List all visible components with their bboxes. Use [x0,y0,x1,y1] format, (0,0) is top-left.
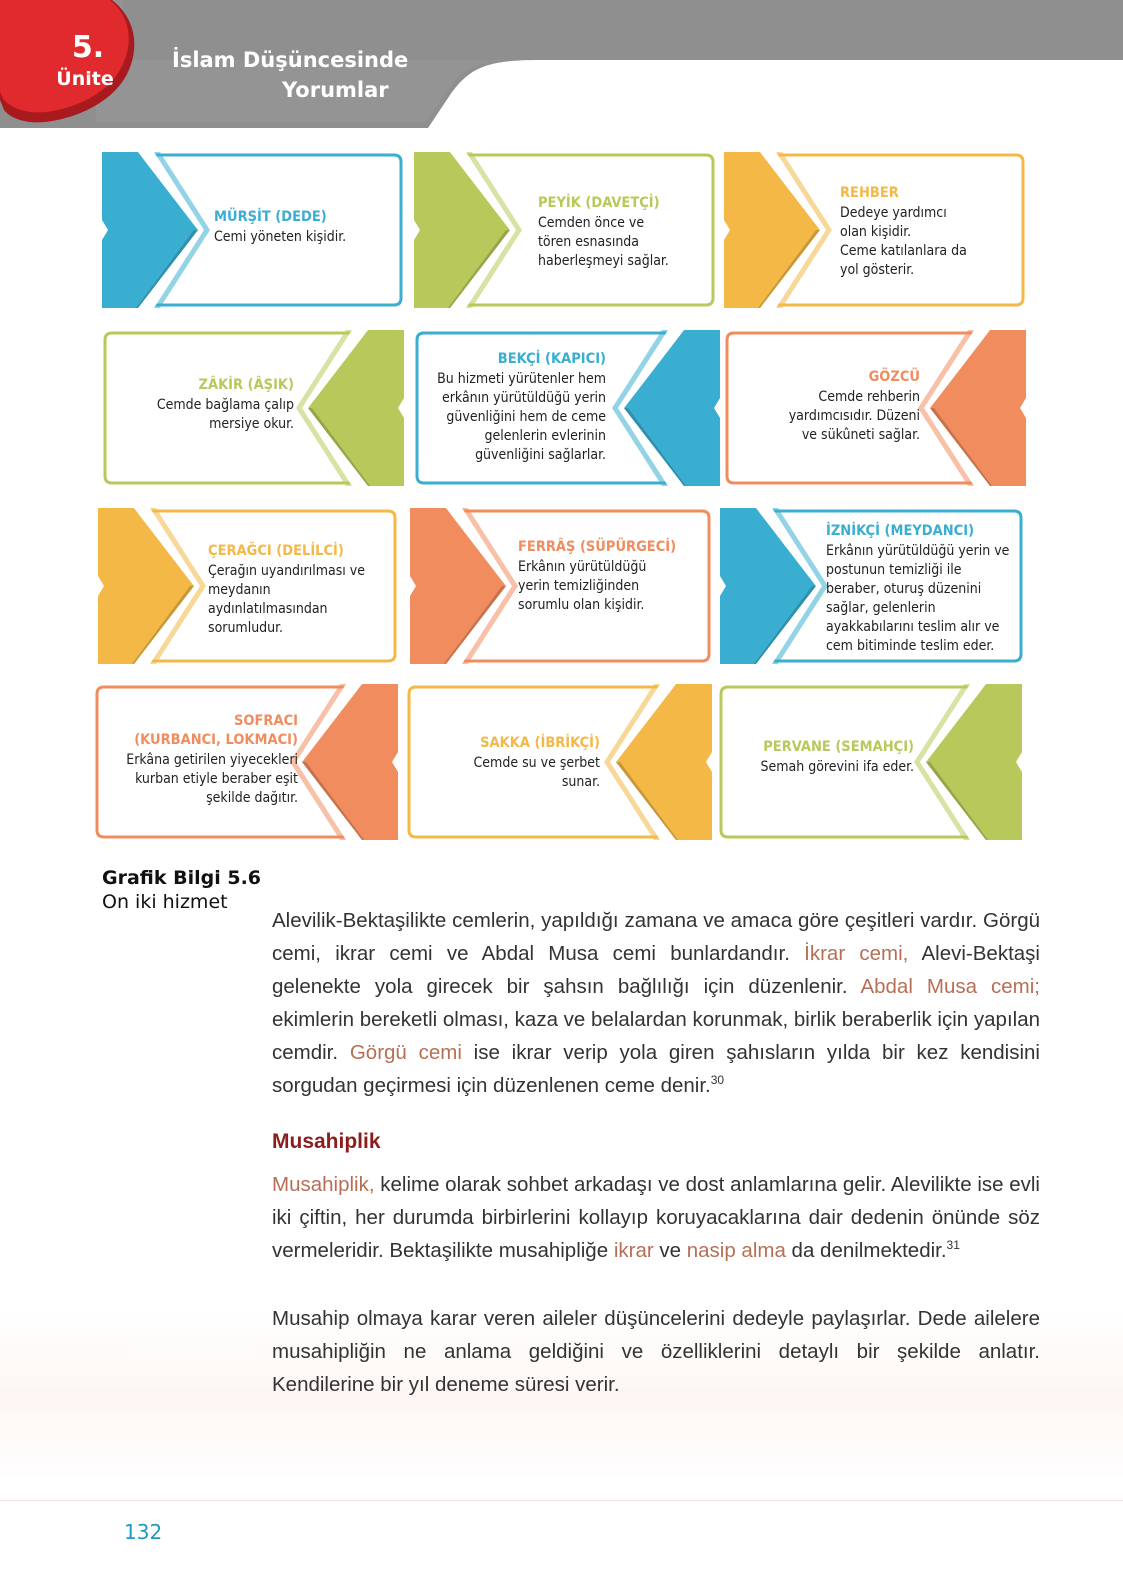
highlight-term: nasip alma [686,1239,786,1262]
service-description: Cemde rehberin yardımcısıdır. Düzeni ve sükûneti sağlar. [788,389,920,443]
service-title: ÇERAĞCI (DELİLCİ) [208,543,344,559]
page-number: 132 [124,1520,163,1544]
paragraph-cem-types [272,904,1040,1102]
service-card [414,152,716,308]
service-title: GÖZCÜ [868,369,920,385]
service-description: Erkânın yürütüldüğü yerin temizliğinden sorumlu olan kişidir. [518,559,647,613]
figure-title: On iki hizmet [102,891,228,913]
service-card [720,508,1024,664]
service-description: Erkâna getirilen yiyecekleri kurban etiyle beraber eşit şekilde dağıtır. [126,752,298,806]
service-description: Semah görevini ifa eder. [760,759,914,775]
service-description: Cemi yöneten kişidir. [214,229,347,245]
text-run: ve [653,1239,687,1262]
service-card [102,330,404,486]
service-card [724,152,1026,308]
text-run: Alevi-Bektaşi gelenekte yola girecek bir şahsın bağlılığı için düzenlenir. [272,942,1040,998]
text-run: da denilmektedir. [785,1239,947,1262]
service-title: MÜRŞİT (DEDE) [214,209,327,225]
chapter-header [0,0,1123,130]
unit-label: Ünite [56,68,114,90]
chapter-title-line1: İslam Düşüncesinde [172,48,409,72]
highlight-term: Abdal Musa cemi; [860,975,1040,998]
highlight-term: İkrar cemi, [804,942,909,965]
service-title: REHBER [840,185,899,201]
paragraph-musahiplik [272,1168,1040,1267]
text-run: ekimlerin bereketli olması, kaza ve belalardan korunmak, birlik beraberlik için yapılan cemdir. [272,1008,1040,1064]
header-background [0,0,1123,130]
service-card [718,684,1022,840]
figure-caption [102,866,261,914]
service-title: ZÂKİR (ÂŞIK) [198,377,294,393]
service-description: Bu hizmeti yürütenler hem erkânın yürütüldüğü yerin güvenliğini hem de ceme gelenlerin evlerinin güvenliğini sağlarlar. [437,371,606,463]
figure-label: Grafik Bilgi 5.6 [102,867,262,889]
highlight-term: Görgü cemi [349,1041,462,1064]
text-run: Alevilik-Bektaşilikte cemlerin, yapıldığı zamana ve amaca göre çeşitleri vardır. Görgü cemi, ikrar cemi ve Abdal Musa cemi bunlardandır. [272,909,1040,965]
service-description: Erkânın yürütüldüğü yerin ve postunun temizliği ile beraber, oturuş düzenini sağlar, gelenlerin ayakkabılarını teslim alır ve cem bitiminde teslim eder. [826,543,1010,654]
service-card [98,508,398,664]
footer-divider [0,1500,1123,1501]
service-description: Cemde su ve şerbet sunar. [473,755,600,790]
chapter-title-line2: Yorumlar [282,78,389,102]
unit-number: 5. [71,30,105,65]
service-description: Cemde bağlama çalıp mersiye okur. [156,397,294,432]
footnote-ref: 30 [710,1073,725,1088]
section-heading: Musahiplik [272,1130,381,1153]
service-title: İZNİKÇİ (MEYDANCI) [826,523,975,539]
footnote-ref: 31 [946,1238,960,1253]
text-run: kelime olarak sohbet arkadaşı ve dost anlamlarına gelir. Alevilikte ise evli iki çiftin, her durumda birbirlerini kollayıp koruyacaklarına dair dedenin önünde söz vermeleridir. Bektaşilikte musahipliğe [272,1173,1040,1262]
service-title: PERVANE (SEMAHÇI) [763,739,914,755]
service-title: FERRÂŞ (SÜPÜRGECİ) [518,539,677,555]
highlight-term: Musahiplik, [272,1173,375,1196]
service-card [724,330,1026,486]
service-card [94,684,398,840]
service-title: SAKKA (İBRİKÇİ) [480,735,600,751]
service-card [410,508,712,664]
highlight-term: ikrar [613,1239,654,1262]
paragraph-musahip-process: Musahip olmaya karar veren aileler düşüncelerini dedeyle paylaşırlar. Dede ailelere musahipliğin ne anlama geldiğini ve özelliklerini detaylı bir şekilde anlatır. Kendilerine bir yıl deneme süresi verir. [272,1307,1040,1396]
service-card [406,684,712,840]
service-card [102,152,404,308]
service-title: PEYİK (DAVETÇİ) [538,195,660,211]
service-card [414,330,720,486]
service-description: Dedeye yardımcı olan kişidir. Ceme katılanlara da yol gösterir. [840,205,967,278]
service-description: Çerağın uyandırılması ve meydanın aydınlatılmasından sorumludur. [208,563,365,636]
service-title: BEKÇİ (KAPICI) [497,351,606,367]
service-description: Cemden önce ve tören esnasında haberleşmeyi sağlar. [538,215,669,269]
text-run: ise ikrar verip yola giren şahısların yılda bir kez kendisini sorgudan geçirmesi için düzenlenen ceme denir. [272,1041,1040,1097]
service-title: SOFRACI (KURBANCI, LOKMACI) [134,713,298,748]
